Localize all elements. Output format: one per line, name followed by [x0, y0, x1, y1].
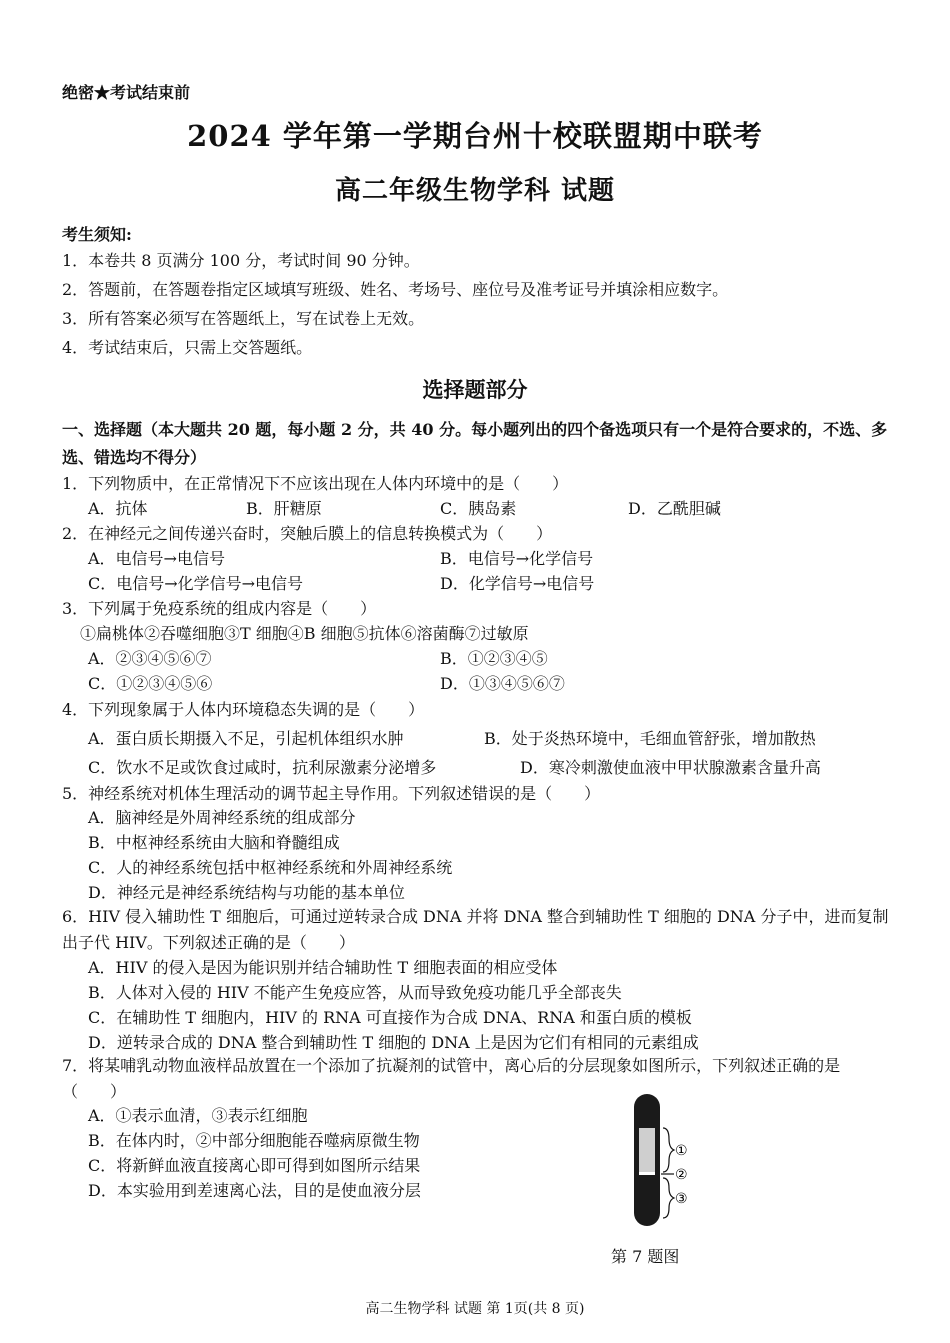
option: B．中枢神经系统由大脑和脊髓组成 [88, 833, 340, 852]
notice-heading: 考生须知: [62, 225, 132, 244]
figure-label: ① [675, 1143, 688, 1159]
brace-3 [663, 1178, 674, 1218]
figure-label: ② [675, 1167, 688, 1183]
exam-subtitle: 高二年级生物学科 试题 [334, 176, 616, 206]
centrifuge-tube-figure [600, 1092, 710, 1232]
option: B．电信号→化学信号 [440, 549, 594, 568]
exam-title: 2024 学年第一学期台州十校联盟期中联考 [187, 119, 763, 153]
part-instruction: 一、选择题（本大题共 20 题，每小题 2 分，共 40 分。每小题列出的四个备选项只有一个是符合要求的，不选、多选、错选均不得分） [62, 420, 888, 467]
option: C．电信号→化学信号→电信号 [88, 574, 304, 593]
question-stem: 4．下列现象属于人体内环境稳态失调的是（ ） [62, 700, 425, 719]
option: A．电信号→电信号 [88, 549, 225, 568]
section-title: 选择题部分 [422, 377, 528, 402]
notice-item: 2．答题前，在答题卷指定区域填写班级、姓名、考场号、座位号及准考证号并填涂相应数字。 [62, 280, 729, 299]
option: D．神经元是神经系统结构与功能的基本单位 [88, 883, 405, 902]
option: A．①表示血清，③表示红细胞 [88, 1106, 308, 1125]
brace-1 [663, 1128, 674, 1172]
question-stem: 6．HIV 侵入辅助性 T 细胞后，可通过逆转录合成 DNA 并将 DNA 整合到辅助性 T 细胞的 DNA 分子中，进而复制出子代 HIV。下列叙述正确的是（ ） [62, 907, 889, 952]
notice-item: 3．所有答案必须写在答题纸上，写在试卷上无效。 [62, 309, 425, 328]
figure-label: ③ [675, 1191, 688, 1207]
tube-layer-plasma [639, 1128, 655, 1172]
option: D．逆转录合成的 DNA 整合到辅助性 T 细胞的 DNA 上是因为它们有相同的元素组成 [88, 1033, 699, 1052]
option: B．处于炎热环境中，毛细血管舒张，增加散热 [484, 729, 816, 748]
page-footer: 高二生物学科 试题 第 1页(共 8 页) [365, 1301, 585, 1317]
question-stem: 3．下列属于免疫系统的组成内容是（ ） [62, 599, 377, 618]
question-stem: 2．在神经元之间传递兴奋时，突触后膜上的信息转换模式为（ ） [62, 524, 553, 543]
option: D．寒冷刺激使血液中甲状腺激素含量升高 [520, 758, 821, 777]
option: D．本实验用到差速离心法，目的是使血液分层 [88, 1181, 421, 1200]
notice-item: 4．考试结束后，只需上交答题纸。 [62, 338, 313, 357]
option: A．抗体 [88, 499, 148, 518]
option: A．脑神经是外周神经系统的组成部分 [88, 808, 356, 827]
option: B．在体内时，②中部分细胞能吞噬病原微生物 [88, 1131, 420, 1150]
figure-caption: 第 7 题图 [611, 1247, 680, 1266]
option: B．肝糖原 [246, 499, 322, 518]
option: C．饮水不足或饮食过咸时，抗利尿激素分泌增多 [88, 758, 437, 777]
confidential-label: 绝密★考试结束前 [62, 83, 191, 102]
option: C．将新鲜血液直接离心即可得到如图所示结果 [88, 1156, 421, 1175]
option: A．蛋白质长期摄入不足，引起机体组织水肿 [88, 729, 404, 748]
option: C．胰岛素 [440, 499, 517, 518]
question-stem: 7．将某哺乳动物血液样品放置在一个添加了抗凝剂的试管中，离心后的分层现象如图所示，下列叙述正确的是（ ） [62, 1056, 841, 1101]
option: D．化学信号→电信号 [440, 574, 595, 593]
question-stem: 5．神经系统对机体生理活动的调节起主导作用。下列叙述错误的是（ ） [62, 784, 601, 803]
option: A．HIV 的侵入是因为能识别并结合辅助性 T 细胞表面的相应受体 [88, 958, 558, 977]
option: D．乙酰胆碱 [628, 499, 721, 518]
notice-item: 1．本卷共 8 页满分 100 分，考试时间 90 分钟。 [62, 251, 420, 270]
option: B．人体对入侵的 HIV 不能产生免疫应答，从而导致免疫功能几乎全部丧失 [88, 983, 622, 1002]
option: C．①②③④⑤⑥ [88, 674, 213, 693]
question-extra: ①扁桃体②吞噬细胞③T 细胞④B 细胞⑤抗体⑥溶菌酶⑦过敏原 [80, 624, 529, 643]
option: B．①②③④⑤ [440, 649, 548, 668]
option: C．在辅助性 T 细胞内，HIV 的 RNA 可直接作为合成 DNA、RNA 和蛋白质的模板 [88, 1008, 692, 1027]
option: D．①③④⑤⑥⑦ [440, 674, 565, 693]
option: A．②③④⑤⑥⑦ [88, 649, 212, 668]
question-stem: 1．下列物质中，在正常情况下不应该出现在人体内环境中的是（ ） [62, 474, 569, 493]
option: C．人的神经系统包括中枢神经系统和外周神经系统 [88, 858, 453, 877]
tube-layer-buffy [639, 1172, 655, 1175]
